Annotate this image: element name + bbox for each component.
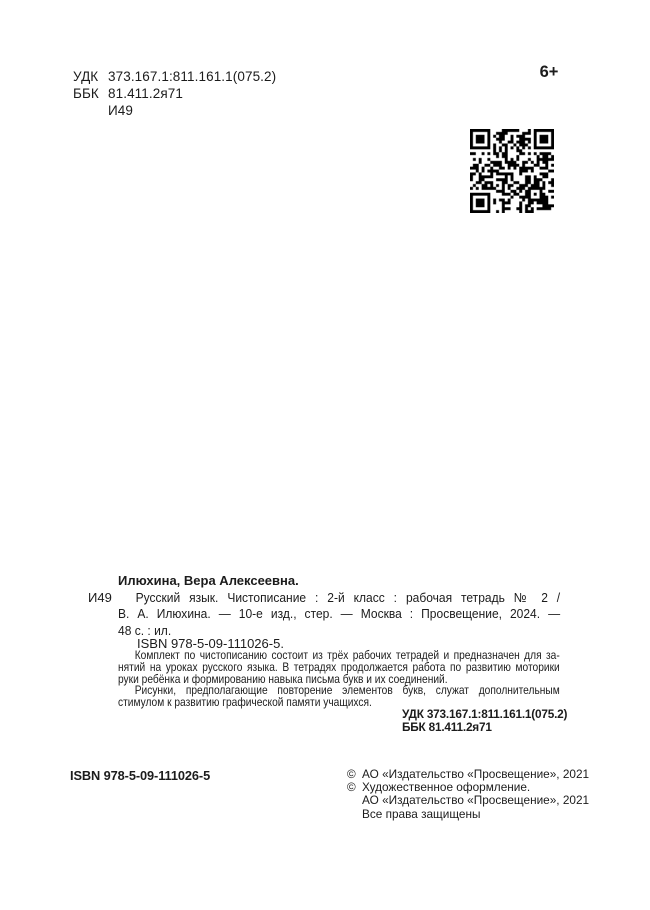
bbk-value: 81.411.2я71 [108,86,183,101]
copyright-symbol: © [347,767,356,781]
bbk-label: ББК [73,86,99,101]
bib-line: Русский язык. Чистописание : 2-й класс : рабочая тетрадь № 2 / [135,589,561,605]
classification-block [73,68,276,119]
annotation-paragraphs [118,650,560,709]
age-rating-badge: 6+ [539,63,559,81]
imprint-udk: УДК 373.167.1:811.161.1(075.2) [402,707,568,721]
annotation-line: Комплект по чистописанию состоит из трёх рабочих тетрадей и предназначен для за- [134,649,560,662]
annotation-line: Рисунки, предполагающие повторение элементов букв, служат дополнительным [134,684,560,698]
bibliographic-entry [88,573,588,639]
annotation-line: нятий на уроках русского языка. В тетрадях продолжается работа по развитию моторики [118,660,560,674]
footer-isbn: ISBN 978-5-09-111026-5 [70,768,211,783]
copyright-symbol: © [347,780,356,795]
bib-entry-lines [118,590,560,640]
copyright-text: АО «Издательство «Просвещение», 2021 [362,793,590,808]
annotation-line: руки ребёнка и формированию навыка письма букв и их соединений. [118,672,448,686]
bib-line: 48 с. : ил. [118,622,172,638]
copyright-line [347,808,589,821]
bib-isbn-line: ISBN 978-5-09-111026-5. [137,636,284,651]
imprint-bbk: ББК 81.411.2я71 [402,720,492,734]
imprint-codes-block [402,708,567,734]
author-mark-row [73,102,276,119]
udk-label: УДК [73,69,99,84]
qr-code-image [470,129,554,213]
qr-code [470,129,554,213]
copyright-lines [347,768,589,821]
bib-line: В. А. Илюхина. — 10-е изд., стер. — Москва : Просвещение, 2024. — [118,606,561,622]
copyright-symbol [347,794,362,807]
copyright-text: Художественное оформление. [362,780,531,795]
copyright-symbol [347,808,362,821]
annotation-line: стимулом к развитию графической памяти учащихся. [118,696,372,710]
bib-author-mark: И49 [88,590,112,605]
udk-row [73,68,276,85]
copyright-text: АО «Издательство «Просвещение», 2021 [362,767,590,781]
copyright-text: Все права защищены [362,806,481,821]
udk-value: 373.167.1:811.161.1(075.2) [108,69,277,84]
bib-author-name: Илюхина, Вера Алексеевна. [118,573,299,588]
copyright-line [347,794,589,807]
author-mark: И49 [108,103,134,118]
bbk-row [73,85,276,102]
